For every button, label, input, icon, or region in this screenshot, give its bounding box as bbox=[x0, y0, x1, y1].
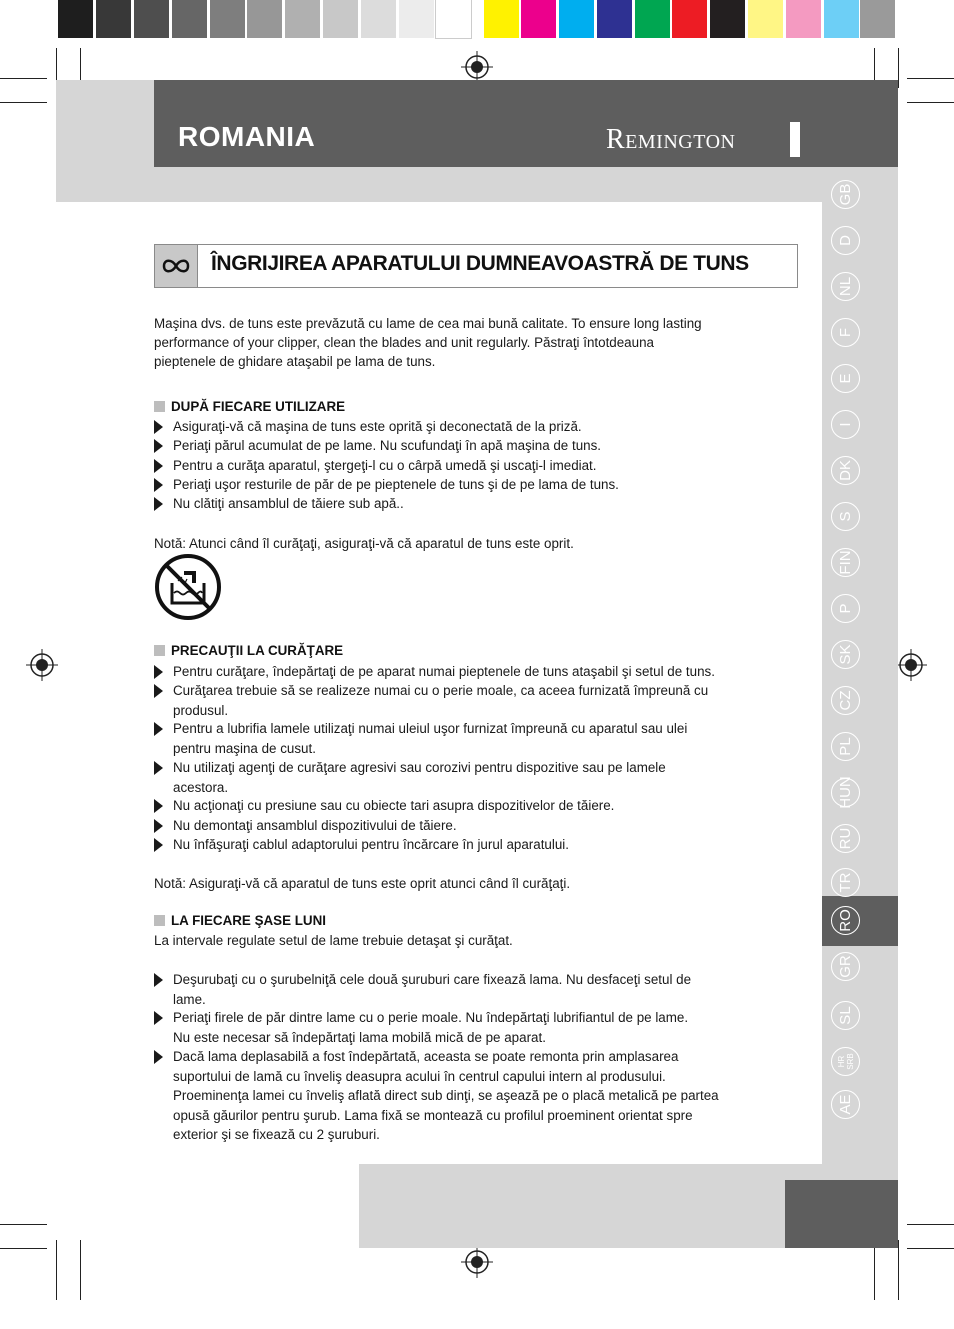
list-item bbox=[154, 719, 774, 758]
language-tab-hr-srb[interactable]: HR SRB bbox=[831, 1047, 860, 1076]
crop-mark bbox=[80, 1240, 81, 1300]
triangle-bullet-icon bbox=[154, 1050, 163, 1064]
list-item-text: Pentru a lubrifia lamele utilizaţi numai uleiul uşor furnizat împreună cu aparatul sau ulei bbox=[173, 721, 688, 736]
color-swatch bbox=[172, 0, 207, 38]
language-tab-fin[interactable]: FIN bbox=[831, 548, 860, 577]
list-item-text: suportului de lamă cu înveliş deasupra acului în centrul capului intern al produsului. bbox=[173, 1068, 666, 1084]
list-item-text: Pentru a curăţa aparatul, ştergeţi-l cu o cârpă umedă şi uscaţi-l imediat. bbox=[173, 458, 597, 473]
note: Notă: Asiguraţi-vă că aparatul de tuns este oprit atunci când îl curăţaţi. bbox=[154, 876, 571, 891]
list-item-text: opusă găurilor pentru şurub. Lama fixă se montează cu profilul proeminent orientat spre bbox=[173, 1107, 693, 1123]
language-tab-hun[interactable]: HUN bbox=[831, 778, 860, 807]
six-months-intro: La intervale regulate setul de lame trebuie detaşat şi curăţat. bbox=[154, 933, 513, 948]
language-tab-gb[interactable]: GB bbox=[831, 180, 860, 209]
brand-logo-bar bbox=[790, 122, 800, 157]
triangle-bullet-icon bbox=[154, 684, 163, 698]
list-item bbox=[154, 970, 774, 1009]
language-tab-d[interactable]: D bbox=[831, 226, 860, 255]
language-tab-tr[interactable]: TR bbox=[831, 868, 860, 897]
list-item-text: lame. bbox=[173, 991, 206, 1007]
list-item-text: Asiguraţi-vă că maşina de tuns este oprită şi deconectată de la priză. bbox=[173, 419, 582, 434]
triangle-bullet-icon bbox=[154, 1011, 163, 1025]
list-item bbox=[154, 1047, 774, 1145]
color-swatch bbox=[672, 0, 707, 38]
language-tab-pl[interactable]: PL bbox=[831, 732, 860, 761]
crop-mark bbox=[0, 102, 47, 103]
list-item-text: Nu este necesar să îndepărtaţi lama mobilă mică de pe aparat. bbox=[173, 1029, 546, 1045]
triangle-bullet-icon bbox=[154, 420, 163, 434]
list-item-text: Nu demontaţi ansamblul dispozitivului de tăiere. bbox=[173, 818, 457, 833]
list-item bbox=[154, 758, 774, 797]
color-swatch bbox=[134, 0, 169, 38]
list-item bbox=[154, 1008, 774, 1047]
language-tab-e[interactable]: E bbox=[831, 364, 860, 393]
section-icon-cell bbox=[154, 244, 198, 288]
color-swatch bbox=[635, 0, 670, 38]
list-item-text: Nu acţionaţi cu presiune sau cu obiecte tari asupra dispozitivelor de tăiere. bbox=[173, 798, 615, 813]
bullet-square-icon bbox=[154, 645, 165, 656]
triangle-bullet-icon bbox=[154, 439, 163, 453]
triangle-bullet-icon bbox=[154, 497, 163, 511]
color-swatch bbox=[786, 0, 821, 38]
color-swatch bbox=[323, 0, 358, 38]
language-tab-nl[interactable]: NL bbox=[831, 272, 860, 301]
crop-mark bbox=[907, 1224, 954, 1225]
language-tab-f[interactable]: F bbox=[831, 318, 860, 347]
triangle-bullet-icon bbox=[154, 819, 163, 833]
language-tab-cz[interactable]: CZ bbox=[831, 686, 860, 715]
color-swatch bbox=[361, 0, 396, 38]
color-swatch bbox=[58, 0, 93, 38]
color-swatch bbox=[247, 0, 282, 38]
list-item-text: exterior şi se fixează cu 2 şuruburi. bbox=[173, 1127, 380, 1142]
color-swatch bbox=[710, 0, 745, 38]
crop-mark bbox=[874, 1240, 875, 1300]
color-swatch bbox=[748, 0, 783, 38]
no-water-immersion-icon bbox=[154, 553, 224, 621]
list-item-text: Curăţarea trebuie să se realizeze numai cu o perie moale, ca aceea furnizată împreună cu bbox=[173, 683, 709, 698]
list-item-text: Pentru curăţare, îndepărtaţi de pe aparat numai pieptenele de tuns ataşabil şi setul de tuns. bbox=[173, 664, 715, 679]
list-item-text: Periaţi firele de păr dintre lame cu o perie moale. Nu îndepărtaţi lubrifiantul de pe lame. bbox=[173, 1010, 689, 1025]
crop-mark bbox=[898, 1240, 899, 1300]
country-title: ROMANIA bbox=[178, 121, 316, 152]
list-item-text: Nu clătiţi ansamblul de tăiere sub apă.. bbox=[173, 496, 404, 511]
list-item-text: Periaţi uşor resturile de păr de pe pieptenele de tuns şi de pe lama de tuns. bbox=[173, 477, 619, 492]
registration-mark-icon bbox=[895, 649, 927, 681]
language-tab-gr[interactable]: GR bbox=[831, 952, 860, 981]
language-tab-p[interactable]: P bbox=[831, 594, 860, 623]
color-swatch bbox=[521, 0, 556, 38]
list-item bbox=[154, 816, 774, 836]
color-swatch bbox=[860, 0, 895, 38]
language-tab-i[interactable]: I bbox=[831, 410, 860, 439]
list-item bbox=[154, 835, 774, 855]
color-swatch bbox=[285, 0, 320, 38]
registration-mark-icon bbox=[461, 51, 493, 83]
six-months-heading-text: LA FIECARE ŞASE LUNI bbox=[171, 913, 326, 928]
list-item bbox=[154, 417, 774, 437]
precautions-heading bbox=[154, 643, 343, 658]
crop-mark bbox=[898, 48, 899, 88]
list-item-text: Periaţi părul acumulat de pe lame. Nu scufundaţi în apă maşina de tuns. bbox=[173, 438, 602, 453]
color-swatch bbox=[824, 0, 859, 38]
color-swatch bbox=[210, 0, 245, 38]
triangle-bullet-icon bbox=[154, 478, 163, 492]
language-tab-sk[interactable]: SK bbox=[831, 640, 860, 669]
triangle-bullet-icon bbox=[154, 761, 163, 775]
color-swatch bbox=[436, 0, 471, 38]
footer-block bbox=[785, 1180, 898, 1248]
note: Notă: Atunci când îl curăţaţi, asiguraţi-vă că aparatul de tuns este oprit. bbox=[154, 536, 574, 551]
after-use-heading-text: DUPĂ FIECARE UTILIZARE bbox=[171, 399, 346, 414]
list-item-text: Dacă lama deplasabilă a fost îndepărtată, aceasta se poate remonta prin amplasarea bbox=[173, 1049, 679, 1064]
color-swatch bbox=[96, 0, 131, 38]
intro-line: Maşina dvs. de tuns este prevăzută cu lame de cea mai bună calitate. To ensure long lasting bbox=[154, 316, 702, 331]
list-item-text: produsul. bbox=[173, 702, 229, 718]
color-swatch bbox=[399, 0, 434, 38]
language-tab-sl[interactable]: SL bbox=[831, 1001, 860, 1030]
triangle-bullet-icon bbox=[154, 799, 163, 813]
intro-line: pieptenele de ghidare ataşabil pe lama de tuns. bbox=[154, 354, 436, 369]
list-item bbox=[154, 796, 774, 816]
precautions-heading-text: PRECAUŢII LA CURĂŢARE bbox=[171, 643, 344, 658]
list-item bbox=[154, 681, 774, 720]
crop-mark bbox=[0, 1224, 47, 1225]
bullet-square-icon bbox=[154, 915, 165, 926]
triangle-bullet-icon bbox=[154, 665, 163, 679]
bullet-square-icon bbox=[154, 401, 165, 412]
brand-logo: Remington bbox=[606, 124, 736, 155]
list-item bbox=[154, 456, 774, 476]
triangle-bullet-icon bbox=[154, 838, 163, 852]
crop-mark bbox=[907, 1248, 954, 1249]
crop-mark bbox=[0, 1248, 47, 1249]
color-swatch bbox=[484, 0, 519, 38]
triangle-bullet-icon bbox=[154, 722, 163, 736]
crop-mark bbox=[56, 1240, 57, 1300]
language-tab-ru[interactable]: RU bbox=[831, 824, 860, 853]
triangle-bullet-icon bbox=[154, 973, 163, 987]
list-item-text: Deşurubaţi cu o şurubelniţă cele două şuruburi care fixează lama. Nu desfaceţi setul de bbox=[173, 972, 692, 987]
registration-mark-icon bbox=[461, 1246, 493, 1278]
color-swatch bbox=[597, 0, 632, 38]
language-tab-ae[interactable]: AE bbox=[831, 1090, 860, 1119]
list-item bbox=[154, 662, 774, 682]
color-swatch bbox=[559, 0, 594, 38]
list-item-text: acestora. bbox=[173, 779, 229, 795]
list-item-text: Nu înfăşuraţi cablul adaptorului pentru încărcare în jurul aparatului. bbox=[173, 837, 569, 852]
list-item bbox=[154, 475, 774, 495]
crop-mark bbox=[907, 102, 954, 103]
list-item-text: Nu utilizaţi agenţi de curăţare agresivi sau corozivi pentru dispozitive sau pe lamele bbox=[173, 760, 666, 775]
crop-mark bbox=[907, 78, 954, 79]
registration-mark-icon bbox=[26, 649, 58, 681]
intro-line: performance of your clipper, clean the blades and unit regularly. Păstraţi întotdeauna bbox=[154, 335, 654, 350]
six-months-heading bbox=[154, 913, 326, 928]
list-item-text: pentru maşina de cusut. bbox=[173, 740, 316, 756]
infinity-icon bbox=[155, 245, 197, 287]
triangle-bullet-icon bbox=[154, 459, 163, 473]
crop-mark bbox=[0, 78, 47, 79]
after-use-heading bbox=[154, 399, 345, 414]
list-item bbox=[154, 494, 774, 514]
list-item-text: Proeminenţa lamei cu înveliş aflată direct sub dinţi, se aşează pe o placă metalică pe partea bbox=[173, 1088, 719, 1103]
list-item bbox=[154, 436, 774, 456]
language-tab-ro[interactable]: RO bbox=[831, 906, 860, 935]
section-title: ÎNGRIJIREA APARATULUI DUMNEAVOASTRĂ DE TUNS bbox=[211, 252, 749, 275]
language-tab-dk[interactable]: DK bbox=[831, 456, 860, 485]
language-tab-s[interactable]: S bbox=[831, 502, 860, 531]
